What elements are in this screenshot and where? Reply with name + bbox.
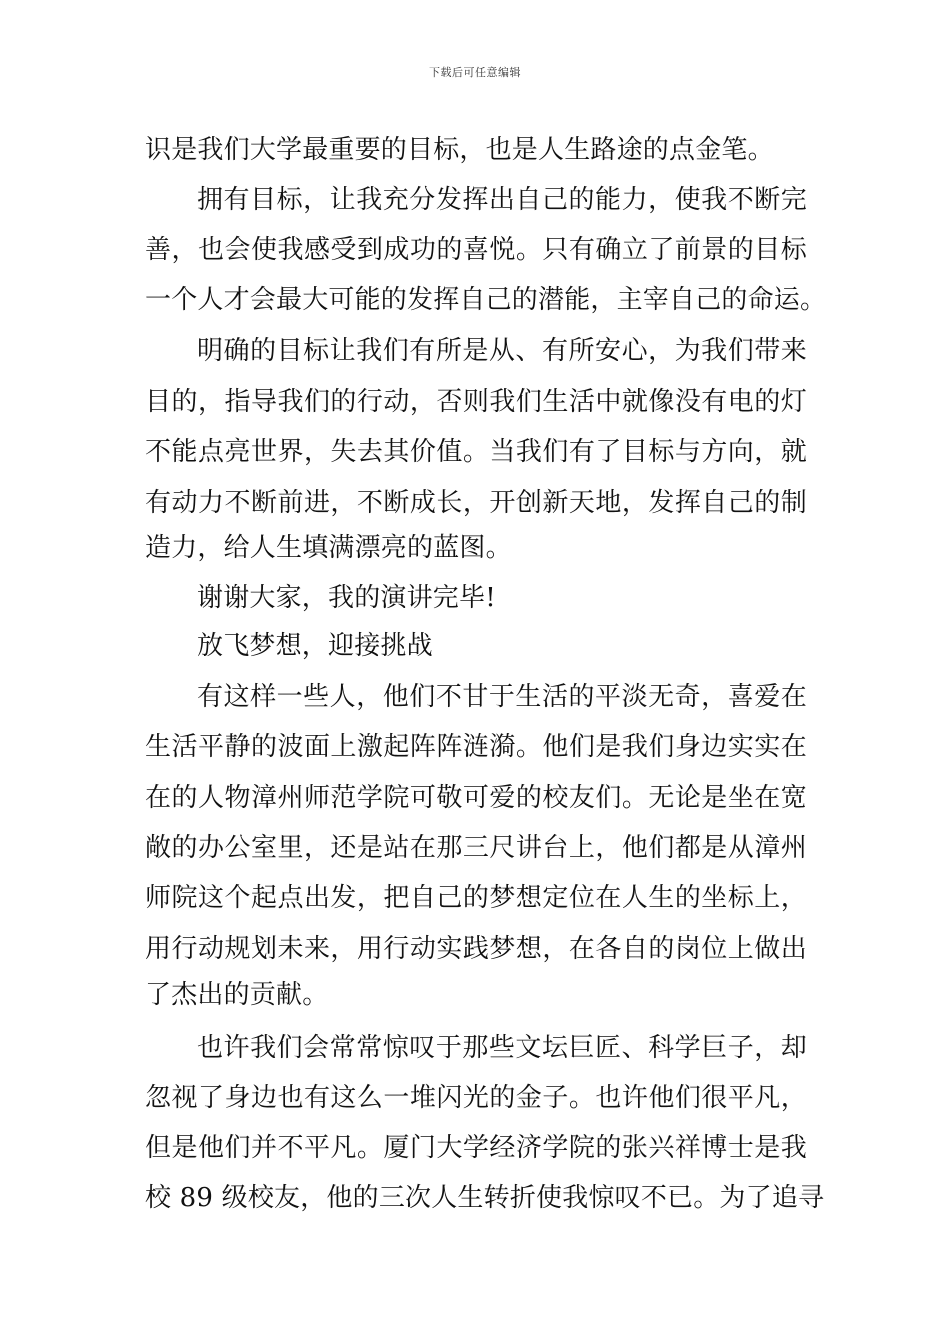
text-line: 不能点亮世界，失去其价值。当我们有了目标与方向，就 — [145, 437, 807, 467]
text-line: 善，也会使我感受到成功的喜悦。只有确立了前景的目标 — [145, 235, 807, 265]
text-line: 敞的办公室里，还是站在那三尺讲台上，他们都是从漳州 — [145, 833, 807, 863]
text-line: 有这样一些人，他们不甘于生活的平淡无奇，喜爱在 — [197, 682, 807, 712]
text-line: 拥有目标，让我充分发挥出自己的能力，使我不断完 — [197, 185, 807, 215]
text-line: 一个人才会最大可能的发挥自己的潜能，主宰自己的命运。 — [145, 285, 827, 315]
text-line: 目的，指导我们的行动，否则我们生活中就像没有电的灯 — [145, 387, 807, 417]
download-note: 下载后可任意编辑 — [429, 66, 521, 79]
text-line: 识是我们大学最重要的目标，也是人生路途的点金笔。 — [145, 135, 774, 165]
text-line: 造力，给人生填满漂亮的蓝图。 — [145, 533, 512, 563]
text-line: 谢谢大家，我的演讲完毕! — [197, 583, 496, 613]
text-line: 也许我们会常常惊叹于那些文坛巨匠、科学巨子，却 — [197, 1033, 807, 1063]
text-line: 有动力不断前进，不断成长，开创新天地，发挥自己的制 — [145, 488, 807, 518]
text-line: 但是他们并不平凡。厦门大学经济学院的张兴祥博士是我 — [145, 1133, 807, 1163]
text-line: 了杰出的贡献。 — [145, 980, 329, 1010]
text-line: 忽视了身边也有这么一堆闪光的金子。也许他们很平凡， — [145, 1083, 807, 1113]
text-line: 明确的目标让我们有所是从、有所安心，为我们带来 — [197, 336, 807, 366]
text-line: 师院这个起点出发，把自己的梦想定位在人生的坐标上， — [145, 883, 807, 913]
text-line: 生活平静的波面上激起阵阵涟漪。他们是我们身边实实在 — [145, 732, 807, 762]
section-title: 放飞梦想，迎接挑战 — [197, 631, 433, 661]
text-line: 用行动规划未来，用行动实践梦想，在各自的岗位上做出 — [145, 934, 807, 964]
text-line: 在的人物漳州师范学院可敬可爱的校友们。无论是坐在宽 — [145, 783, 807, 813]
text-line: 校 89 级校友，他的三次人生转折使我惊叹不已。为了追寻 — [145, 1183, 825, 1213]
